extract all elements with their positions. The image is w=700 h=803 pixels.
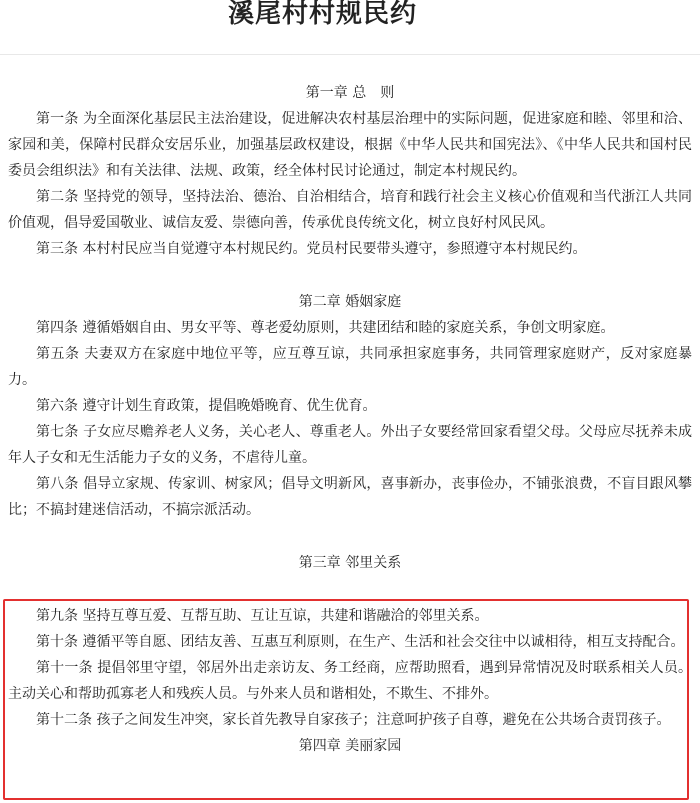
article-2: 第二条 坚持党的领导，坚持法治、德治、自治相结合，培育和践行社会主义核心价值观和当代浙江人共同价值观，倡导爱国敬业、诚信友爱、崇德向善，传承优良传统文化，树立良好村风民风。	[8, 189, 692, 231]
chapter-4-heading: 第四章 美丽家园	[298, 738, 402, 754]
article-10: 第十条 遵循平等自愿、团结友善、互惠互利原则，在生产、生活和社会交往中以诚相待，相互支持配合。	[36, 634, 685, 650]
article-5: 第五条 夫妻双方在家庭中地位平等，应互尊互谅，共同承担家庭事务，共同管理家庭财产，反对家庭暴力。	[8, 346, 692, 388]
article-9: 第九条 坚持互尊互爱、互帮互助、互让互谅，共建和谐融洽的邻里关系。	[36, 608, 489, 624]
article-7: 第七条 子女应尽赡养老人义务，关心老人、尊重老人。外出子女要经常回家看望父母。父母应尽抚养未成年人子女和无生活能力子女的义务，不虐待儿童。	[8, 424, 692, 466]
document-body	[8, 80, 692, 759]
article-6: 第六条 遵守计划生育政策，提倡晚婚晚育、优生优育。	[36, 398, 377, 414]
title-divider	[0, 54, 700, 55]
page-title: 溪尾村村规民约	[227, 0, 417, 29]
article-12: 第十二条 孩子之间发生冲突，家长首先教导自家孩子；注意呵护孩子自尊，避免在公共场合责罚孩子。	[36, 712, 671, 728]
article-1: 第一条 为全面深化基层民主法治建设，促进解决农村基层治理中的实际问题，促进家庭和睦、邻里和洽、家园和美，保障村民群众安居乐业，加强基层政权建设，根据《中华人民共和国宪法》、《中华人民共和国村民委员会组织法》和有关法律、法规、政策，经全体村民讨论通过，制定本村规民约。	[8, 111, 692, 179]
chapter-2-heading: 第二章 婚姻家庭	[298, 294, 402, 310]
chapter-1-heading: 第一章 总 则	[305, 85, 395, 101]
article-11: 第十一条 提倡邻里守望，邻居外出走亲访友、务工经商，应帮助照看，遇到异常情况及时联系相关人员。主动关心和帮助孤寡老人和残疾人员。与外来人员和谐相处，不欺生、不排外。	[8, 660, 692, 702]
article-3: 第三条 本村村民应当自觉遵守本村规民约。党员村民要带头遵守，参照遵守本村规民约。	[36, 241, 587, 257]
article-4: 第四条 遵循婚姻自由、男女平等、尊老爱幼原则，共建团结和睦的家庭关系，争创文明家庭。	[36, 320, 615, 336]
article-8: 第八条 倡导立家规、传家训、树家风；倡导文明新风，喜事新办，丧事俭办，不铺张浪费，不盲目跟风攀比；不搞封建迷信活动，不搞宗派活动。	[8, 476, 692, 518]
chapter-3-heading: 第三章 邻里关系	[298, 555, 402, 571]
